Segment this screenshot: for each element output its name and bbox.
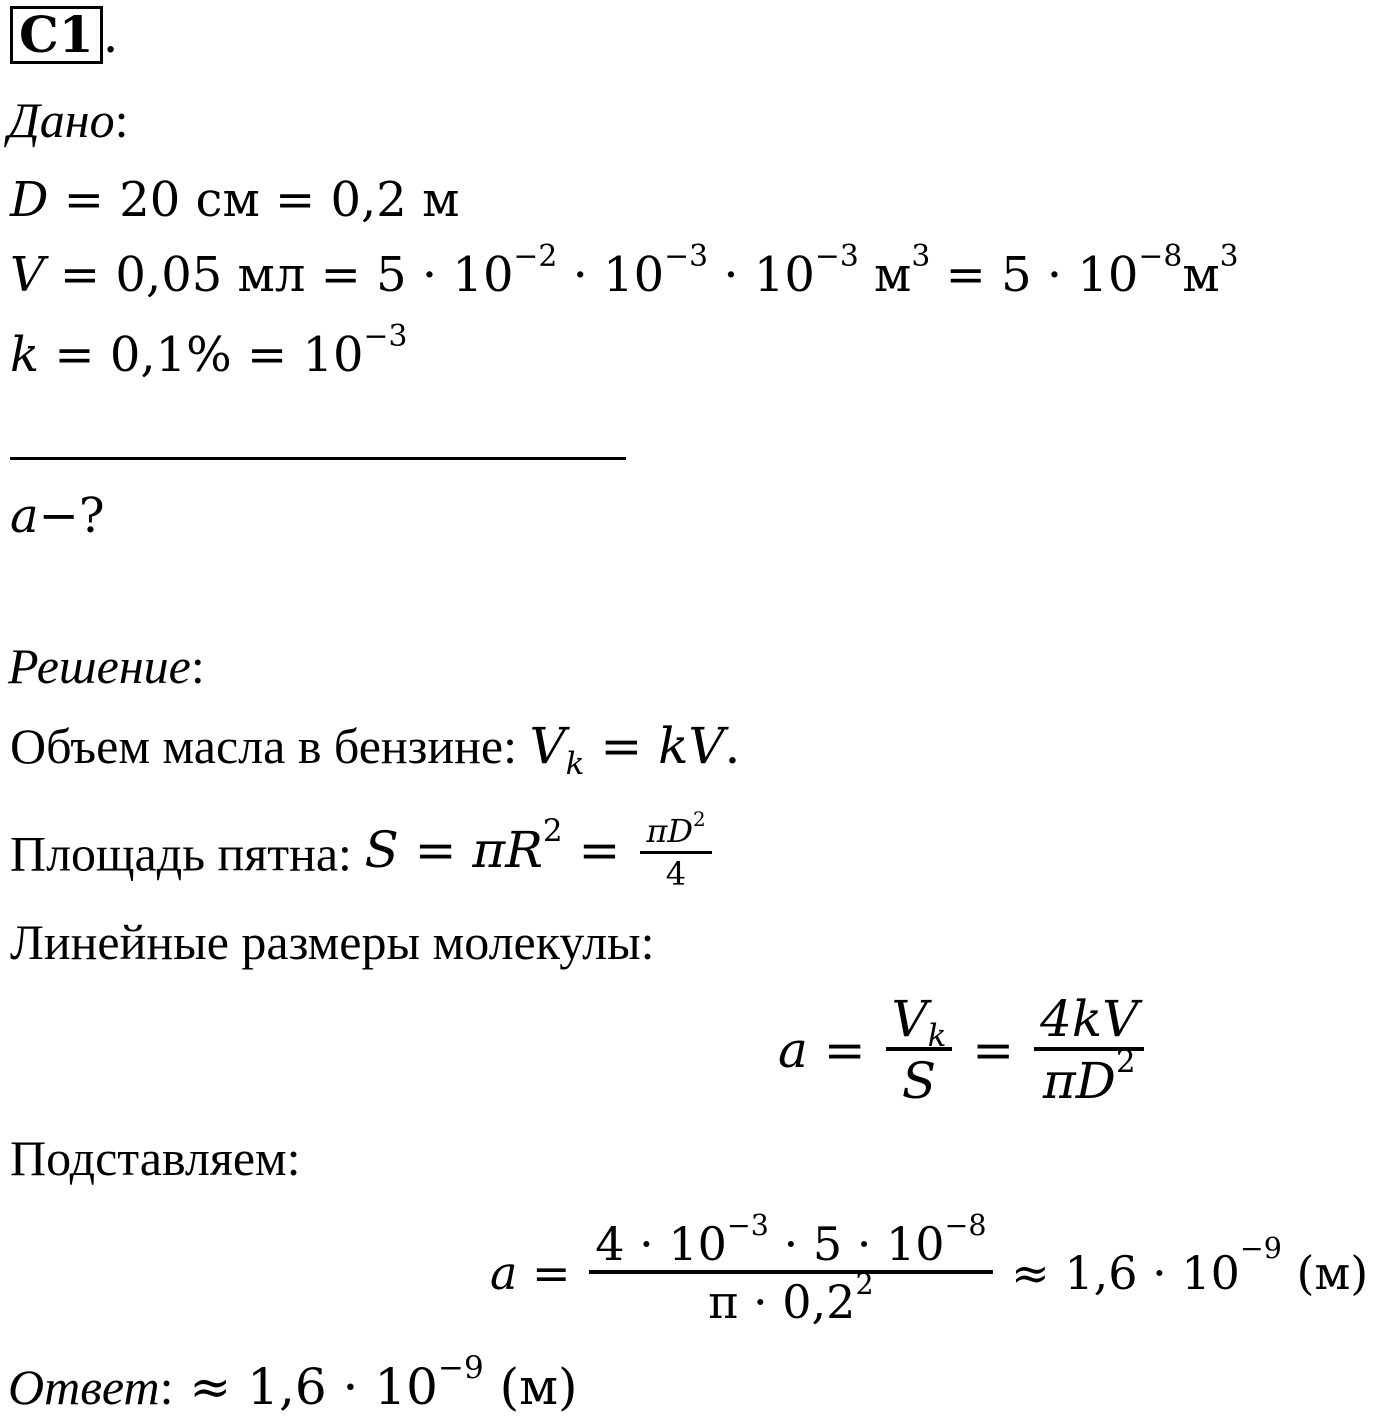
find-line: a−? (10, 488, 105, 544)
substitute-line: Подставляем: (10, 1130, 301, 1186)
calc-main: a = $\frac{4 \cdot 10^{-3} \cdot 5 \cdot 10^{-8}}{\pi \cdot 0,2^2}$ ≈ 1,6 · 10 −9 (м) (490, 1209, 1369, 1329)
linear-sizes-line: Линейные размеры молекулы: (10, 914, 655, 970)
given-line-d: D = 20 см = 0,2 м (10, 172, 460, 228)
given-line-v: V = 0,05 мл = $5 \cdot 10^{-2} \cdot 10^{-3} \cdot 10^{-3}$ $м^3 = 5 \cdot 10^{-8}м^3$ (10, 238, 1239, 303)
answer-line: Ответ: ≈ $1,6 \cdot 10^{-9}$ (м) (8, 1349, 578, 1416)
given-divider (10, 457, 626, 460)
problem-label: С1 . (10, 6, 119, 64)
formula-fraction-1: $\frac{V_k}{S}$ (886, 993, 953, 1108)
formula-main: a = $\frac{V_k}{S}$ = $\frac{4kV}{\pi D^2}$ (778, 985, 1148, 1115)
problem-label-box: С1 (10, 6, 103, 64)
calc-fraction: $\frac{4 \cdot 10^{-3} \cdot 5 \cdot 10^{-8}}{\pi \cdot 0,2^2}$ (589, 1220, 992, 1327)
area-fraction: $\frac{\pi D^2}{4}$ (640, 815, 711, 891)
given-line-k: $k = 0,1\% = 10^{-3}$ (10, 318, 408, 383)
area-line: Площадь пятна: $S = \pi R^2$ = $\frac{\pi D^2}{4}$ (10, 798, 716, 898)
oil-volume-line: Объем масла в бензине: $V_k$ = kV. (10, 717, 741, 782)
solution-heading: Решение: (8, 638, 205, 694)
given-heading: Дано: (8, 92, 129, 148)
formula-fraction-2: $\frac{4kV}{\pi D^2}$ (1034, 993, 1144, 1108)
